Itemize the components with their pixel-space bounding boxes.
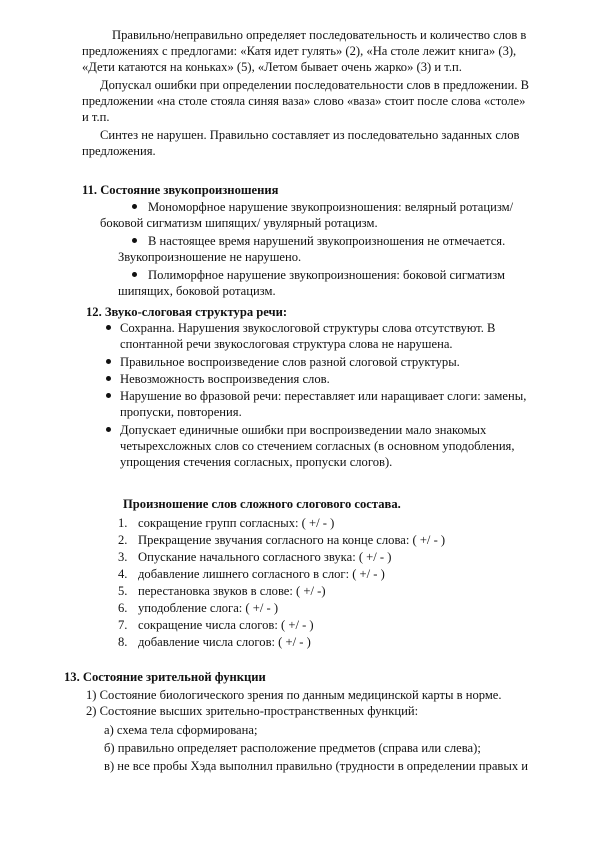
text-line: Правильно/неправильно определяет последовательность и количество слов в bbox=[112, 28, 527, 42]
text-line: предложении «на столе стояла синяя ваза» слово «ваза» стоит после слова «столе» bbox=[82, 94, 526, 108]
text-line: шипящих, боковой ротацизм. bbox=[118, 284, 276, 298]
list-item bbox=[118, 600, 445, 617]
list-item bbox=[118, 566, 445, 583]
list-item: б) правильно определяет расположение предметов (справа или слева); bbox=[104, 741, 481, 755]
list-item bbox=[118, 532, 445, 549]
text-line: Полиморфное нарушение звукопроизношения: боковой сигматизм bbox=[148, 268, 506, 282]
item-number: 5. bbox=[118, 584, 128, 598]
list-item bbox=[100, 354, 570, 371]
section-11-list bbox=[100, 199, 560, 301]
list-item bbox=[118, 583, 445, 600]
text-line: Невозможность воспроизведения слов. bbox=[120, 372, 330, 386]
item-number: 7. bbox=[118, 618, 128, 632]
bullet-icon bbox=[106, 359, 111, 364]
text-line: Синтез не нарушен. Правильно составляет из последовательно заданных слов bbox=[100, 128, 520, 142]
list-item bbox=[100, 388, 570, 422]
text-line: Сохранна. Нарушения звукослоговой структуры слова отсутствуют. В bbox=[120, 321, 496, 335]
item-text: Прекращение звучания согласного на конце слова: ( +/ - ) bbox=[138, 533, 446, 547]
text-line: четырехсложных слов со стечением согласных (в основном уподобления, bbox=[120, 439, 515, 453]
text-line: предложениях с предлогами: «Катя идет гулять» (2), «На столе лежит книга» (3), bbox=[82, 44, 517, 58]
item-text: Опускание начального согласного звука: ( +/ - ) bbox=[138, 550, 392, 564]
text-line: боковой сигматизм шипящих/ увулярный ротацизм. bbox=[100, 216, 378, 230]
list-item bbox=[118, 549, 445, 566]
list-item: 1) Состояние биологического зрения по данным медицинской карты в норме. bbox=[86, 688, 502, 702]
section-12-list bbox=[100, 320, 570, 472]
text-line: и т.п. bbox=[82, 110, 110, 124]
list-item: в) не все пробы Хэда выполнил правильно (трудности в определении правых и bbox=[104, 759, 528, 773]
text-line: предложения. bbox=[82, 144, 156, 158]
text-line: «Дети катаются на коньках» (5), «Летом бывает очень жарко» (3) и т.п. bbox=[82, 60, 462, 74]
bullet-icon bbox=[132, 204, 137, 209]
bullet-icon bbox=[106, 427, 111, 432]
list-item bbox=[100, 267, 560, 301]
text-line: Правильное воспроизведение слов разной слоговой структуры. bbox=[120, 355, 460, 369]
bullet-icon bbox=[106, 376, 111, 381]
intro-paragraph-1 bbox=[82, 27, 564, 75]
bullet-icon bbox=[106, 393, 111, 398]
text-line: пропуски, повторения. bbox=[120, 405, 242, 419]
section-13-subitems bbox=[104, 722, 528, 776]
item-number: 4. bbox=[118, 567, 128, 581]
item-number: 3. bbox=[118, 550, 128, 564]
section-12-title: 12. Звуко-слоговая структура речи: bbox=[86, 305, 288, 319]
item-text: добавление лишнего согласного в слог: ( +/ - ) bbox=[138, 567, 385, 581]
text-line: Нарушение во фразовой речи: переставляет или наращивает слоги: замены, bbox=[120, 389, 527, 403]
list-item bbox=[100, 233, 560, 267]
text-line: Допускал ошибки при определении последовательности слов в предложении. В bbox=[100, 78, 530, 92]
list-item: а) схема тела сформирована; bbox=[104, 723, 258, 737]
list-item bbox=[100, 371, 570, 388]
text-line: упрощения стечения согласных, пропуски слогов). bbox=[120, 455, 393, 469]
item-number: 8. bbox=[118, 635, 128, 649]
list-item bbox=[100, 320, 570, 354]
list-item bbox=[118, 515, 445, 532]
text-line: Допускает единичные ошибки при воспроизведении мало знакомых bbox=[120, 423, 487, 437]
item-number: 6. bbox=[118, 601, 128, 615]
item-text: добавление числа слогов: ( +/ - ) bbox=[138, 635, 311, 649]
section-12-subtitle: Произношение слов сложного слогового состава. bbox=[123, 497, 401, 511]
list-item bbox=[100, 199, 560, 233]
item-text: сокращение групп согласных: ( +/ - ) bbox=[138, 516, 335, 530]
item-text: перестановка звуков в слове: ( +/ -) bbox=[138, 584, 326, 598]
intro-paragraph-2 bbox=[82, 77, 564, 125]
intro-paragraph-3 bbox=[82, 127, 564, 159]
bullet-icon bbox=[106, 325, 111, 330]
text-line: В настоящее время нарушений звукопроизношения не отмечается. bbox=[148, 234, 506, 248]
section-13-items bbox=[86, 687, 502, 719]
item-text: сокращение числа слогов: ( +/ - ) bbox=[138, 618, 314, 632]
list-item bbox=[118, 634, 445, 651]
text-line: спонтанной речи звукослоговая структура слова не нарушена. bbox=[120, 337, 453, 351]
item-number: 2. bbox=[118, 533, 128, 547]
section-13-title: 13. Состояние зрительной функции bbox=[64, 670, 266, 684]
list-item bbox=[100, 422, 570, 472]
item-text: уподобление слога: ( +/ - ) bbox=[138, 601, 279, 615]
text-line: Звукопроизношение не нарушено. bbox=[118, 250, 302, 264]
list-item: 2) Состояние высших зрительно-пространственных функций: bbox=[86, 704, 419, 718]
list-item bbox=[118, 617, 445, 634]
section-11-title: 11. Состояние звукопроизношения bbox=[82, 183, 279, 197]
bullet-icon bbox=[132, 238, 137, 243]
section-12-numbered-list bbox=[118, 515, 445, 651]
item-number: 1. bbox=[118, 516, 128, 530]
text-line: Мономорфное нарушение звукопроизношения: велярный ротацизм/ bbox=[148, 200, 514, 214]
bullet-icon bbox=[132, 272, 137, 277]
